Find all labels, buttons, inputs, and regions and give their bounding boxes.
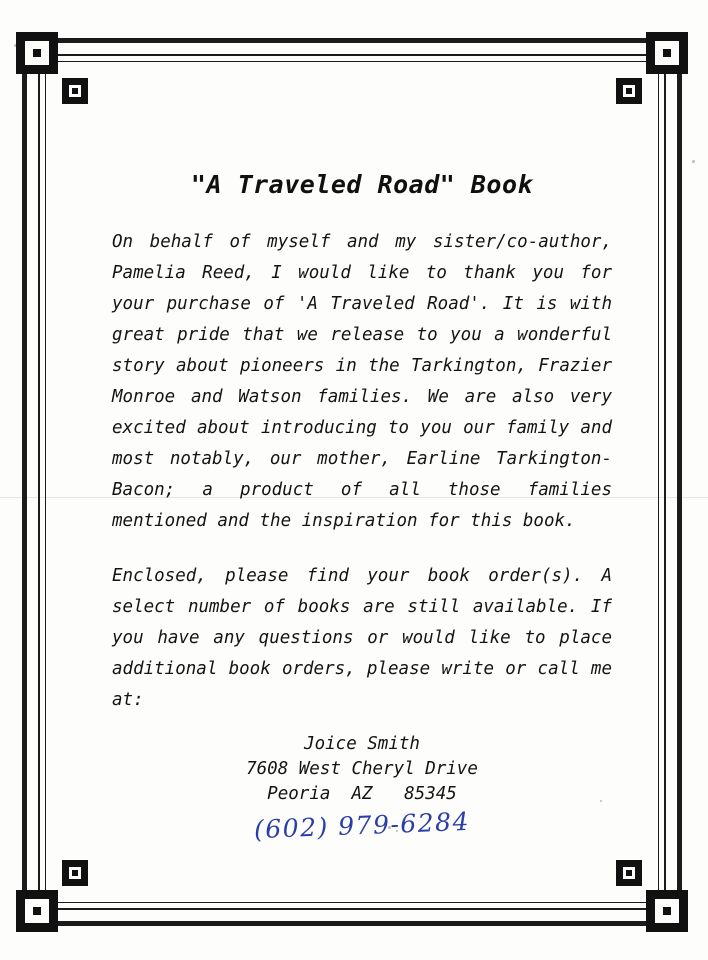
letter-body xyxy=(112,170,612,845)
border-rule-outer-top xyxy=(22,38,682,43)
letter-paragraph-2: Enclosed, please find your book order(s). A select number of books are still available. If you have any questions or would like to place additional book orders, please write or call me at: xyxy=(112,566,612,710)
corner-ornament-top-right xyxy=(646,32,688,74)
sender-name: Joice Smith xyxy=(304,734,420,754)
border-hairline-top xyxy=(45,61,659,62)
page-title: "A Traveled Road" Book xyxy=(190,170,534,199)
sender-city-state-zip: Peoria AZ 85345 xyxy=(267,784,457,804)
inner-corner-block-pip xyxy=(72,870,78,876)
border-hairline-bottom xyxy=(45,902,659,903)
signature-block xyxy=(112,732,612,845)
inner-corner-block-pip xyxy=(626,870,632,876)
corner-ornament-top-left xyxy=(16,32,58,74)
inner-corner-block-bottom-left xyxy=(62,860,88,886)
corner-ornament-dot xyxy=(663,907,671,915)
corner-ornament-bottom-left xyxy=(16,890,58,932)
border-rule-inner-right xyxy=(664,54,666,910)
border-rule-outer-right xyxy=(677,38,682,926)
handwritten-phone-number: (602) 979-6284 xyxy=(253,806,471,845)
scan-speck xyxy=(692,160,695,163)
border-rule-inner-bottom xyxy=(38,908,666,910)
letter-paragraph-1: On behalf of myself and my sister/co-author, Pamelia Reed, I would like to thank you for your purchase of 'A Traveled Road'. It is with great pride that we release to you a wonderful story about pioneers in the Tarkington, Frazier Monroe and Watson families. We are also very excited about introducing to you our family and most notably, our mother, Earline Tarkington-Bacon; a product of all those families mentioned and the inspiration for this book. xyxy=(112,232,612,531)
inner-corner-block-top-left xyxy=(62,78,88,104)
border-hairline-right xyxy=(658,61,659,903)
inner-corner-block-bottom-right xyxy=(616,860,642,886)
inner-corner-block-pip xyxy=(626,88,632,94)
corner-ornament-bottom-right xyxy=(646,890,688,932)
inner-corner-block-top-right xyxy=(616,78,642,104)
border-hairline-left xyxy=(45,61,46,903)
sender-street: 7608 West Cheryl Drive xyxy=(246,759,478,779)
border-rule-inner-top xyxy=(38,54,666,56)
corner-ornament-dot xyxy=(663,49,671,57)
corner-ornament-dot xyxy=(33,907,41,915)
inner-corner-block-pip xyxy=(72,88,78,94)
corner-ornament-dot xyxy=(33,49,41,57)
border-rule-outer-bottom xyxy=(22,921,682,926)
border-rule-outer-left xyxy=(22,38,27,926)
border-rule-inner-left xyxy=(38,54,40,910)
